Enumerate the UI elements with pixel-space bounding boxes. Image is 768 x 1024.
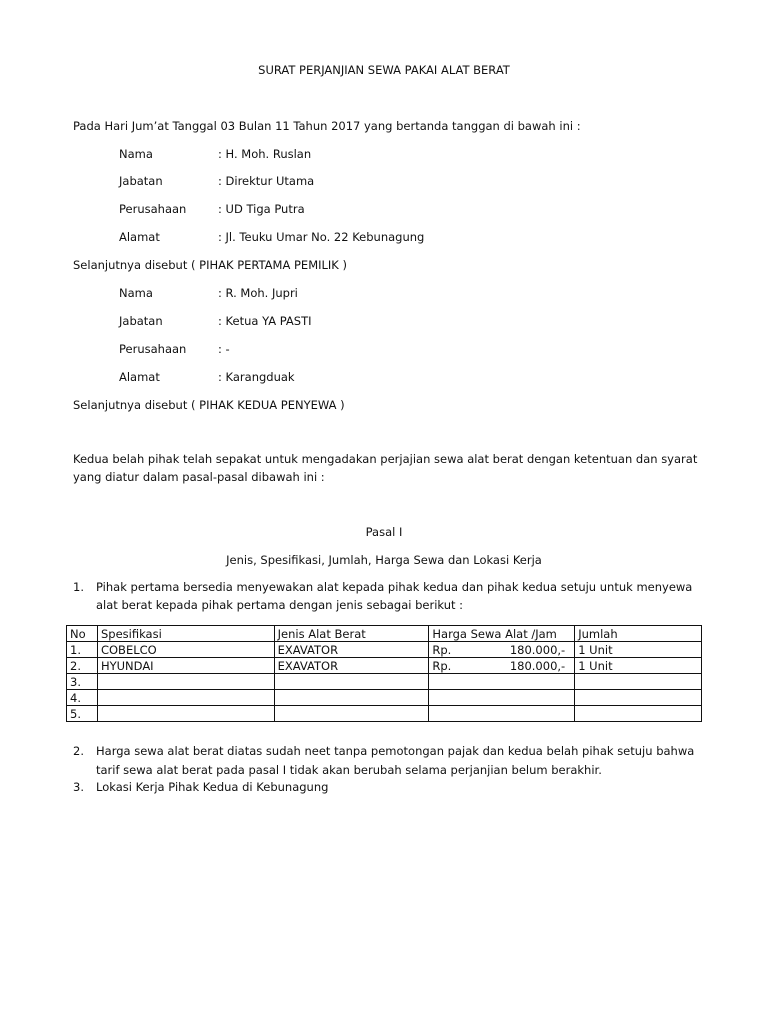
table-header-row <box>67 626 702 642</box>
cell-spesifikasi <box>97 706 274 722</box>
cell-currency: Rp. <box>432 642 452 657</box>
table-row <box>67 690 702 706</box>
equipment-table <box>66 625 702 722</box>
table-row <box>67 706 702 722</box>
pihak-pertama-jabatan-label: Jabatan <box>119 174 163 188</box>
pasal-subheading: Jenis, Spesifikasi, Jumlah, Harga Sewa dan Lokasi Kerja <box>226 553 542 567</box>
cell-no: 5. <box>67 706 98 722</box>
item-1-number: 1. <box>73 580 84 594</box>
pihak-kedua-jabatan-label: Jabatan <box>119 314 163 328</box>
cell-harga <box>429 690 575 706</box>
table-header-no: No <box>67 626 98 642</box>
cell-jumlah <box>575 690 702 706</box>
cell-jumlah <box>575 706 702 722</box>
item-2-line-2: tarif sewa alat berat pada pasal I tidak akan berubah selama perjanjian belum berakhir. <box>96 763 602 777</box>
cell-spesifikasi <box>97 690 274 706</box>
cell-jumlah: 1 Unit <box>575 642 702 658</box>
cell-no: 3. <box>67 674 98 690</box>
cell-spesifikasi <box>97 674 274 690</box>
cell-harga <box>429 658 575 674</box>
cell-jenis <box>274 690 429 706</box>
document-title: SURAT PERJANJIAN SEWA PAKAI ALAT BERAT <box>258 63 510 77</box>
cell-no: 4. <box>67 690 98 706</box>
pihak-pertama-alamat-value: : Jl. Teuku Umar No. 22 Kebunagung <box>218 230 425 244</box>
pihak-kedua-nama-label: Nama <box>119 286 153 300</box>
cell-jumlah <box>575 674 702 690</box>
pihak-kedua-nama-value: : R. Moh. Jupri <box>218 286 298 300</box>
item-3-number: 3. <box>73 780 84 794</box>
cell-harga <box>429 642 575 658</box>
table-header-harga: Harga Sewa Alat /Jam <box>429 626 575 642</box>
intro-text: Pada Hari Jum’at Tanggal 03 Bulan 11 Tahun 2017 yang bertanda tanggan di bawah ini : <box>73 119 581 133</box>
table-row <box>67 674 702 690</box>
pihak-kedua-perusahaan-value: : - <box>218 342 230 356</box>
cell-harga <box>429 674 575 690</box>
item-1-line-1: Pihak pertama bersedia menyewakan alat kepada pihak kedua dan pihak kedua setuju untuk menyewa <box>96 580 693 594</box>
table-header-jenis: Jenis Alat Berat <box>274 626 429 642</box>
cell-no: 2. <box>67 658 98 674</box>
table-header-spesifikasi: Spesifikasi <box>97 626 274 642</box>
cell-spesifikasi: HYUNDAI <box>97 658 274 674</box>
pihak-pertama-nama-label: Nama <box>119 147 153 161</box>
table-header-jumlah: Jumlah <box>575 626 702 642</box>
pihak-pertama-alamat-label: Alamat <box>119 230 160 244</box>
pihak-pertama-perusahaan-label: Perusahaan <box>119 202 187 216</box>
cell-spesifikasi: COBELCO <box>97 642 274 658</box>
pihak-kedua-perusahaan-label: Perusahaan <box>119 342 187 356</box>
pihak-kedua-jabatan-value: : Ketua YA PASTI <box>218 314 312 328</box>
item-3-line-1: Lokasi Kerja Pihak Kedua di Kebunagung <box>96 780 329 794</box>
pihak-pertama-nama-value: : H. Moh. Ruslan <box>218 147 312 161</box>
item-2-line-1: Harga sewa alat berat diatas sudah neet tanpa pemotongan pajak dan kedua belah pihak setuju bahwa <box>96 744 695 758</box>
cell-no: 1. <box>67 642 98 658</box>
cell-jenis: EXAVATOR <box>274 642 429 658</box>
pasal-heading: Pasal I <box>365 525 403 539</box>
agreement-line-2: yang diatur dalam pasal-pasal dibawah ini : <box>73 470 325 484</box>
pihak-pertama-perusahaan-value: : UD Tiga Putra <box>218 202 305 216</box>
pihak-kedua-alamat-value: : Karangduak <box>218 370 295 384</box>
pihak-kedua-closing: Selanjutnya disebut ( PIHAK KEDUA PENYEWA ) <box>73 398 345 412</box>
cell-price: 180.000,- <box>509 658 566 673</box>
pihak-pertama-closing: Selanjutnya disebut ( PIHAK PERTAMA PEMILIK ) <box>73 258 347 272</box>
cell-price: 180.000,- <box>509 642 566 657</box>
cell-currency: Rp. <box>432 658 452 673</box>
cell-jenis: EXAVATOR <box>274 658 429 674</box>
table-row <box>67 642 702 658</box>
cell-jenis <box>274 706 429 722</box>
cell-jenis <box>274 674 429 690</box>
pihak-kedua-alamat-label: Alamat <box>119 370 160 384</box>
item-1-line-2: alat berat kepada pihak pertama dengan jenis sebagai berikut : <box>96 598 464 612</box>
cell-jumlah: 1 Unit <box>575 658 702 674</box>
item-2-number: 2. <box>73 744 84 758</box>
pihak-pertama-jabatan-value: : Direktur Utama <box>218 174 315 188</box>
cell-harga <box>429 706 575 722</box>
agreement-line-1: Kedua belah pihak telah sepakat untuk mengadakan perjajian sewa alat berat dengan ketentuan dan syarat <box>73 452 698 466</box>
table-row <box>67 658 702 674</box>
